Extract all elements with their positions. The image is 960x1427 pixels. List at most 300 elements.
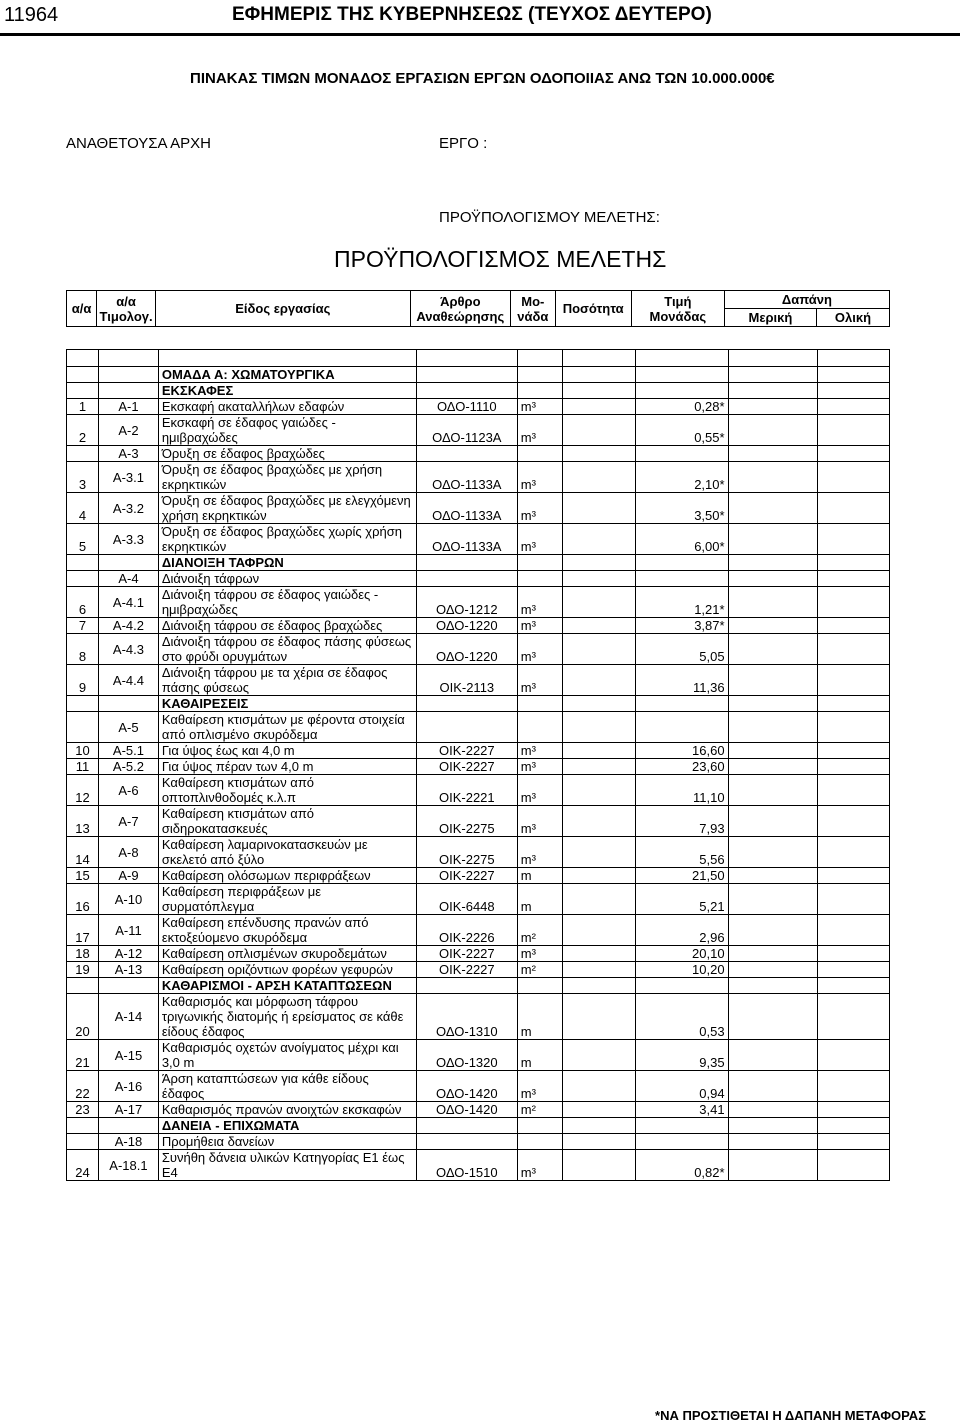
row-article: ΟΔΟ-1310: [416, 994, 517, 1040]
row-cost-total: [818, 978, 890, 994]
row-cost-partial: [728, 884, 818, 915]
row-description: Καθαίρεση κτισμάτων από οπτοπλινθοδομές κ.λ.π: [158, 775, 416, 806]
row-code: Α-13: [99, 962, 159, 978]
row-number: 1: [67, 399, 99, 415]
row-unit-price: [636, 367, 728, 383]
col-price: [631, 291, 724, 327]
row-cost-partial: [728, 868, 818, 884]
row-unit-price: 2,96: [636, 915, 728, 946]
table-row: [67, 915, 890, 946]
row-article: [416, 383, 517, 399]
row-unit: [517, 696, 562, 712]
row-code: Α-15: [99, 1040, 159, 1071]
page-number: 11964: [4, 4, 59, 26]
row-number: [67, 555, 99, 571]
col-article: [410, 291, 511, 327]
row-unit: m: [517, 884, 562, 915]
row-number: 9: [67, 665, 99, 696]
row-unit-price: 7,93: [636, 806, 728, 837]
row-description: Καθαίρεση οριζόντιων φορέων γεφυρών: [158, 962, 416, 978]
row-code: Α-3.3: [99, 524, 159, 555]
row-unit: m³: [517, 1071, 562, 1102]
row-article: ΟΔΟ-1220: [416, 634, 517, 665]
row-number: 13: [67, 806, 99, 837]
row-article: ΟΔΟ-1420: [416, 1102, 517, 1118]
col-cost-total: Ολική: [817, 309, 890, 327]
budget-label-big: ΠΡΟΫΠΟΛΟΓΙΣΜΟΣ ΜΕΛΕΤΗΣ: [334, 246, 667, 272]
col-cost-partial: Μερική: [724, 309, 816, 327]
row-quantity: [562, 1040, 635, 1071]
row-cost-partial: [728, 978, 818, 994]
row-number: 8: [67, 634, 99, 665]
row-description: Διάνοιξη τάφρου σε έδαφος γαιώδες - ημιβραχώδες: [158, 587, 416, 618]
row-unit-price: 3,87*: [636, 618, 728, 634]
row-article: ΟΔΟ-1420: [416, 1071, 517, 1102]
row-cost-partial: [728, 994, 818, 1040]
row-article: ΟΔΟ-1510: [416, 1150, 517, 1181]
group-header-row: [67, 978, 890, 994]
table-row: [67, 946, 890, 962]
row-description: Διάνοιξη τάφρου σε έδαφος πάσης φύσεως στο φρύδι ορυγμάτων: [158, 634, 416, 665]
row-quantity: [562, 665, 635, 696]
row-quantity: [562, 962, 635, 978]
row-description: Όρυξη σε έδαφος βραχώδες: [158, 446, 416, 462]
row-unit-price: 9,35: [636, 1040, 728, 1071]
row-cost-total: [818, 1071, 890, 1102]
row-cost-total: [818, 759, 890, 775]
row-quantity: [562, 555, 635, 571]
row-cost-partial: [728, 462, 818, 493]
table-row: [67, 415, 890, 446]
row-code: Α-18.1: [99, 1150, 159, 1181]
row-description: Εκσκαφή ακαταλλήλων εδαφών: [158, 399, 416, 415]
row-code: Α-10: [99, 884, 159, 915]
row-article: ΟΔΟ-1110: [416, 399, 517, 415]
row-number: [67, 712, 99, 743]
row-unit-price: [636, 383, 728, 399]
row-unit-price: [636, 555, 728, 571]
row-description: Καθαρισμός οχετών ανοίγματος μέχρι και 3,0 m: [158, 1040, 416, 1071]
row-number: [67, 571, 99, 587]
group-header-row: [67, 696, 890, 712]
row-article: [416, 571, 517, 587]
row-cost-total: [818, 634, 890, 665]
row-unit: m³: [517, 634, 562, 665]
row-cost-partial: [728, 775, 818, 806]
row-cost-partial: [728, 743, 818, 759]
row-code: Α-2: [99, 415, 159, 446]
row-article: [416, 555, 517, 571]
row-cost-partial: [728, 1071, 818, 1102]
row-cost-total: [818, 555, 890, 571]
row-unit: m³: [517, 618, 562, 634]
table-row: [67, 446, 890, 462]
table-row: [67, 884, 890, 915]
row-quantity: [562, 524, 635, 555]
row-number: [67, 446, 99, 462]
row-cost-total: [818, 415, 890, 446]
col-aa-invoice: α/α Τιμολογ.: [97, 291, 156, 327]
row-cost-partial: [728, 367, 818, 383]
row-code: Α-16: [99, 1071, 159, 1102]
row-quantity: [562, 446, 635, 462]
row-cost-total: [818, 712, 890, 743]
row-code: Α-3.1: [99, 462, 159, 493]
row-number: 21: [67, 1040, 99, 1071]
row-unit-price: 5,56: [636, 837, 728, 868]
spacer-cell: [517, 350, 562, 367]
row-cost-total: [818, 806, 890, 837]
table-row: [67, 837, 890, 868]
row-article: ΟΙΚ-2227: [416, 868, 517, 884]
row-article: [416, 1134, 517, 1150]
row-unit: m: [517, 868, 562, 884]
row-code: Α-3: [99, 446, 159, 462]
row-cost-total: [818, 837, 890, 868]
table-row: [67, 743, 890, 759]
row-cost-total: [818, 1118, 890, 1134]
row-article: [416, 367, 517, 383]
row-cost-total: [818, 1134, 890, 1150]
row-number: 18: [67, 946, 99, 962]
row-quantity: [562, 759, 635, 775]
row-quantity: [562, 743, 635, 759]
row-cost-partial: [728, 634, 818, 665]
row-code: Α-3.2: [99, 493, 159, 524]
row-article: ΟΔΟ-1133Α: [416, 524, 517, 555]
row-cost-total: [818, 571, 890, 587]
row-unit-price: 0,82*: [636, 1150, 728, 1181]
row-cost-partial: [728, 1102, 818, 1118]
row-article: [416, 696, 517, 712]
row-description: Καθαίρεση ολόσωμων περιφράξεων: [158, 868, 416, 884]
row-cost-total: [818, 367, 890, 383]
row-description: Όρυξη σε έδαφος βραχώδες με χρήση εκρηκτικών: [158, 462, 416, 493]
row-unit-price: [636, 1118, 728, 1134]
row-unit-price: [636, 978, 728, 994]
row-article: ΟΙΚ-2227: [416, 743, 517, 759]
row-unit: m³: [517, 415, 562, 446]
row-quantity: [562, 837, 635, 868]
row-article: ΟΔΟ-1220: [416, 618, 517, 634]
row-quantity: [562, 399, 635, 415]
row-quantity: [562, 415, 635, 446]
row-cost-total: [818, 1040, 890, 1071]
row-number: 3: [67, 462, 99, 493]
row-cost-partial: [728, 946, 818, 962]
row-number: 7: [67, 618, 99, 634]
table-row: [67, 759, 890, 775]
row-unit: m³: [517, 524, 562, 555]
row-quantity: [562, 634, 635, 665]
col-unit: [511, 291, 555, 327]
row-article: ΟΔΟ-1133Α: [416, 493, 517, 524]
row-cost-partial: [728, 1118, 818, 1134]
table-row: [67, 806, 890, 837]
group-header-row: [67, 383, 890, 399]
row-article: ΟΙΚ-2275: [416, 837, 517, 868]
col-article-top: Άρθρο: [440, 293, 481, 309]
row-description: Διάνοιξη τάφρου σε έδαφος βραχώδες: [158, 618, 416, 634]
row-unit-price: 11,10: [636, 775, 728, 806]
row-code: Α-12: [99, 946, 159, 962]
row-description: Εκσκαφή σε έδαφος γαιώδες - ημιβραχώδες: [158, 415, 416, 446]
row-number: 23: [67, 1102, 99, 1118]
spacer-cell: [99, 350, 159, 367]
row-number: [67, 1134, 99, 1150]
row-unit: m³: [517, 1150, 562, 1181]
row-code: [99, 555, 159, 571]
table-row: [67, 962, 890, 978]
row-code: Α-4: [99, 571, 159, 587]
table-title: ΠΙΝΑΚΑΣ ΤΙΜΩΝ ΜΟΝΑΔΟΣ ΕΡΓΑΣΙΩΝ ΕΡΓΩΝ ΟΔΟΠΟΙΙΑΣ ΑΝΩ ΤΩΝ 10.000.000€: [190, 70, 775, 87]
row-unit-price: 6,00*: [636, 524, 728, 555]
row-cost-total: [818, 994, 890, 1040]
spacer-cell: [158, 350, 416, 367]
row-article: ΟΙΚ-2227: [416, 946, 517, 962]
row-cost-partial: [728, 618, 818, 634]
row-quantity: [562, 618, 635, 634]
row-cost-partial: [728, 806, 818, 837]
row-article: ΟΙΚ-2226: [416, 915, 517, 946]
col-article-bottom: Αναθεώρησης: [416, 308, 505, 324]
gazette-title: ΕΦΗΜΕΡΙΣ ΤΗΣ ΚΥΒΕΡΝΗΣΕΩΣ (ΤΕΥΧΟΣ ΔΕΥΤΕΡΟ): [232, 4, 712, 25]
row-number: [67, 978, 99, 994]
row-unit-price: [636, 446, 728, 462]
row-cost-partial: [728, 383, 818, 399]
row-number: [67, 1118, 99, 1134]
row-number: 17: [67, 915, 99, 946]
row-number: 11: [67, 759, 99, 775]
row-cost-partial: [728, 571, 818, 587]
row-description: Καθαίρεση κτισμάτων από σιδηροκατασκευές: [158, 806, 416, 837]
row-cost-partial: [728, 524, 818, 555]
row-description: Καθαίρεση κτισμάτων με φέροντα στοιχεία από οπλισμένο σκυρόδεμα: [158, 712, 416, 743]
row-unit-price: 10,20: [636, 962, 728, 978]
col-cost: Δαπάνη: [724, 291, 889, 309]
row-unit-price: 3,50*: [636, 493, 728, 524]
row-code: Α-1: [99, 399, 159, 415]
row-article: ΟΙΚ-2113: [416, 665, 517, 696]
table-row: [67, 712, 890, 743]
row-code: Α-14: [99, 994, 159, 1040]
col-work-type: Είδος εργασίας: [156, 291, 411, 327]
row-cost-total: [818, 618, 890, 634]
row-cost-total: [818, 446, 890, 462]
row-quantity: [562, 915, 635, 946]
row-unit-price: 3,41: [636, 1102, 728, 1118]
row-code: Α-4.3: [99, 634, 159, 665]
row-code: Α-18: [99, 1134, 159, 1150]
table-row: [67, 399, 890, 415]
row-cost-total: [818, 1150, 890, 1181]
row-number: 19: [67, 962, 99, 978]
row-cost-total: [818, 665, 890, 696]
row-description: Καθαρισμός πρανών ανοιχτών εκσκαφών: [158, 1102, 416, 1118]
row-cost-partial: [728, 415, 818, 446]
row-cost-partial: [728, 399, 818, 415]
row-cost-total: [818, 383, 890, 399]
row-quantity: [562, 806, 635, 837]
row-article: ΟΙΚ-2221: [416, 775, 517, 806]
row-description: Καθαίρεση περιφράξεων με συρματόπλεγμα: [158, 884, 416, 915]
row-cost-partial: [728, 1040, 818, 1071]
row-quantity: [562, 775, 635, 806]
row-unit: m³: [517, 775, 562, 806]
row-unit-price: 0,53: [636, 994, 728, 1040]
row-description: Καθαίρεση οπλισμένων σκυροδεμάτων: [158, 946, 416, 962]
row-unit-price: 23,60: [636, 759, 728, 775]
row-article: ΟΙΚ-2227: [416, 962, 517, 978]
row-number: 20: [67, 994, 99, 1040]
row-number: 14: [67, 837, 99, 868]
row-description: ΔΑΝΕΙΑ - ΕΠΙΧΩΜΑΤΑ: [158, 1118, 416, 1134]
row-cost-total: [818, 868, 890, 884]
row-description: Διάνοιξη τάφρων: [158, 571, 416, 587]
row-code: Α-5.1: [99, 743, 159, 759]
row-quantity: [562, 868, 635, 884]
row-description: Διάνοιξη τάφρου με τα χέρια σε έδαφος πάσης φύσεως: [158, 665, 416, 696]
row-cost-total: [818, 524, 890, 555]
row-quantity: [562, 978, 635, 994]
row-code: [99, 1118, 159, 1134]
row-unit-price: [636, 1134, 728, 1150]
row-number: 5: [67, 524, 99, 555]
table-row: [67, 462, 890, 493]
row-article: ΟΙΚ-2275: [416, 806, 517, 837]
group-header-row: [67, 1118, 890, 1134]
col-unit-top: Μο-: [521, 293, 545, 309]
row-quantity: [562, 1150, 635, 1181]
row-article: ΟΙΚ-6448: [416, 884, 517, 915]
table-row: [67, 1040, 890, 1071]
row-description: ΚΑΘΑΙΡΕΣΕΙΣ: [158, 696, 416, 712]
row-unit-price: 0,55*: [636, 415, 728, 446]
row-unit: m³: [517, 743, 562, 759]
spacer-cell: [562, 350, 635, 367]
row-unit: m³: [517, 759, 562, 775]
table-row: [67, 1071, 890, 1102]
row-quantity: [562, 462, 635, 493]
row-quantity: [562, 1071, 635, 1102]
row-quantity: [562, 493, 635, 524]
row-code: Α-4.4: [99, 665, 159, 696]
table-row: [67, 665, 890, 696]
spacer-cell: [67, 350, 99, 367]
row-quantity: [562, 571, 635, 587]
row-cost-partial: [728, 696, 818, 712]
row-code: Α-5: [99, 712, 159, 743]
row-unit: m³: [517, 806, 562, 837]
row-code: [99, 367, 159, 383]
row-cost-total: [818, 884, 890, 915]
row-cost-partial: [728, 915, 818, 946]
row-number: 16: [67, 884, 99, 915]
row-cost-total: [818, 915, 890, 946]
row-unit-price: 5,05: [636, 634, 728, 665]
row-unit: m: [517, 1040, 562, 1071]
row-unit: m²: [517, 1102, 562, 1118]
row-unit: [517, 978, 562, 994]
row-unit: [517, 1134, 562, 1150]
col-price-bottom: Μονάδας: [649, 308, 707, 324]
table-row: [67, 1134, 890, 1150]
table-row: [67, 775, 890, 806]
row-unit: [517, 446, 562, 462]
row-unit-price: 20,10: [636, 946, 728, 962]
row-quantity: [562, 1118, 635, 1134]
spacer-cell: [728, 350, 818, 367]
row-quantity: [562, 383, 635, 399]
footnote: *ΝΑ ΠΡΟΣΤΙΘΕΤΑΙ Η ΔΑΠΑΝΗ ΜΕΤΑΦΟΡΑΣ: [655, 1408, 926, 1423]
col-unit-bottom: νάδα: [517, 308, 549, 324]
spacer-row: [67, 350, 890, 367]
table-row: [67, 1102, 890, 1118]
row-quantity: [562, 712, 635, 743]
row-quantity: [562, 367, 635, 383]
col-aa: α/α: [67, 291, 97, 327]
row-unit: m²: [517, 962, 562, 978]
row-cost-total: [818, 743, 890, 759]
row-cost-partial: [728, 712, 818, 743]
row-description: Όρυξη σε έδαφος βραχώδες με ελεγχόμενη χρήση εκρηκτικών: [158, 493, 416, 524]
row-quantity: [562, 946, 635, 962]
row-cost-total: [818, 775, 890, 806]
row-code: Α-8: [99, 837, 159, 868]
row-code: Α-4.2: [99, 618, 159, 634]
spacer-cell: [416, 350, 517, 367]
row-unit-price: [636, 712, 728, 743]
budget-label-small: ΠΡΟΫΠΟΛΟΓΙΣΜΟΥ ΜΕΛΕΤΗΣ:: [439, 209, 660, 226]
row-unit-price: 11,36: [636, 665, 728, 696]
row-quantity: [562, 1102, 635, 1118]
row-unit: [517, 383, 562, 399]
table-row: [67, 493, 890, 524]
row-unit: m³: [517, 493, 562, 524]
col-quantity: Ποσότητα: [555, 291, 631, 327]
row-unit-price: 1,21*: [636, 587, 728, 618]
row-unit: m³: [517, 399, 562, 415]
table-row: [67, 634, 890, 665]
row-cost-partial: [728, 665, 818, 696]
row-cost-total: [818, 696, 890, 712]
row-unit: m: [517, 994, 562, 1040]
row-unit-price: [636, 696, 728, 712]
row-unit: [517, 571, 562, 587]
group-header-row: [67, 555, 890, 571]
row-number: 4: [67, 493, 99, 524]
row-unit-price: 0,94: [636, 1071, 728, 1102]
row-cost-partial: [728, 493, 818, 524]
row-number: 2: [67, 415, 99, 446]
row-article: ΟΔΟ-1123Α: [416, 415, 517, 446]
row-number: 12: [67, 775, 99, 806]
row-cost-partial: [728, 587, 818, 618]
row-code: Α-6: [99, 775, 159, 806]
row-description: Για ύψος πέραν των 4,0 m: [158, 759, 416, 775]
row-unit: m³: [517, 946, 562, 962]
col-price-top: Τιμή: [664, 293, 692, 309]
row-cost-partial: [728, 446, 818, 462]
row-cost-partial: [728, 1150, 818, 1181]
row-cost-partial: [728, 1134, 818, 1150]
row-quantity: [562, 1134, 635, 1150]
row-description: Προμήθεια δανείων: [158, 1134, 416, 1150]
row-code: [99, 978, 159, 994]
row-cost-partial: [728, 962, 818, 978]
row-article: ΟΔΟ-1212: [416, 587, 517, 618]
agency-label: ΑΝΑΘΕΤΟΥΣΑ ΑΡΧΗ: [66, 135, 211, 152]
